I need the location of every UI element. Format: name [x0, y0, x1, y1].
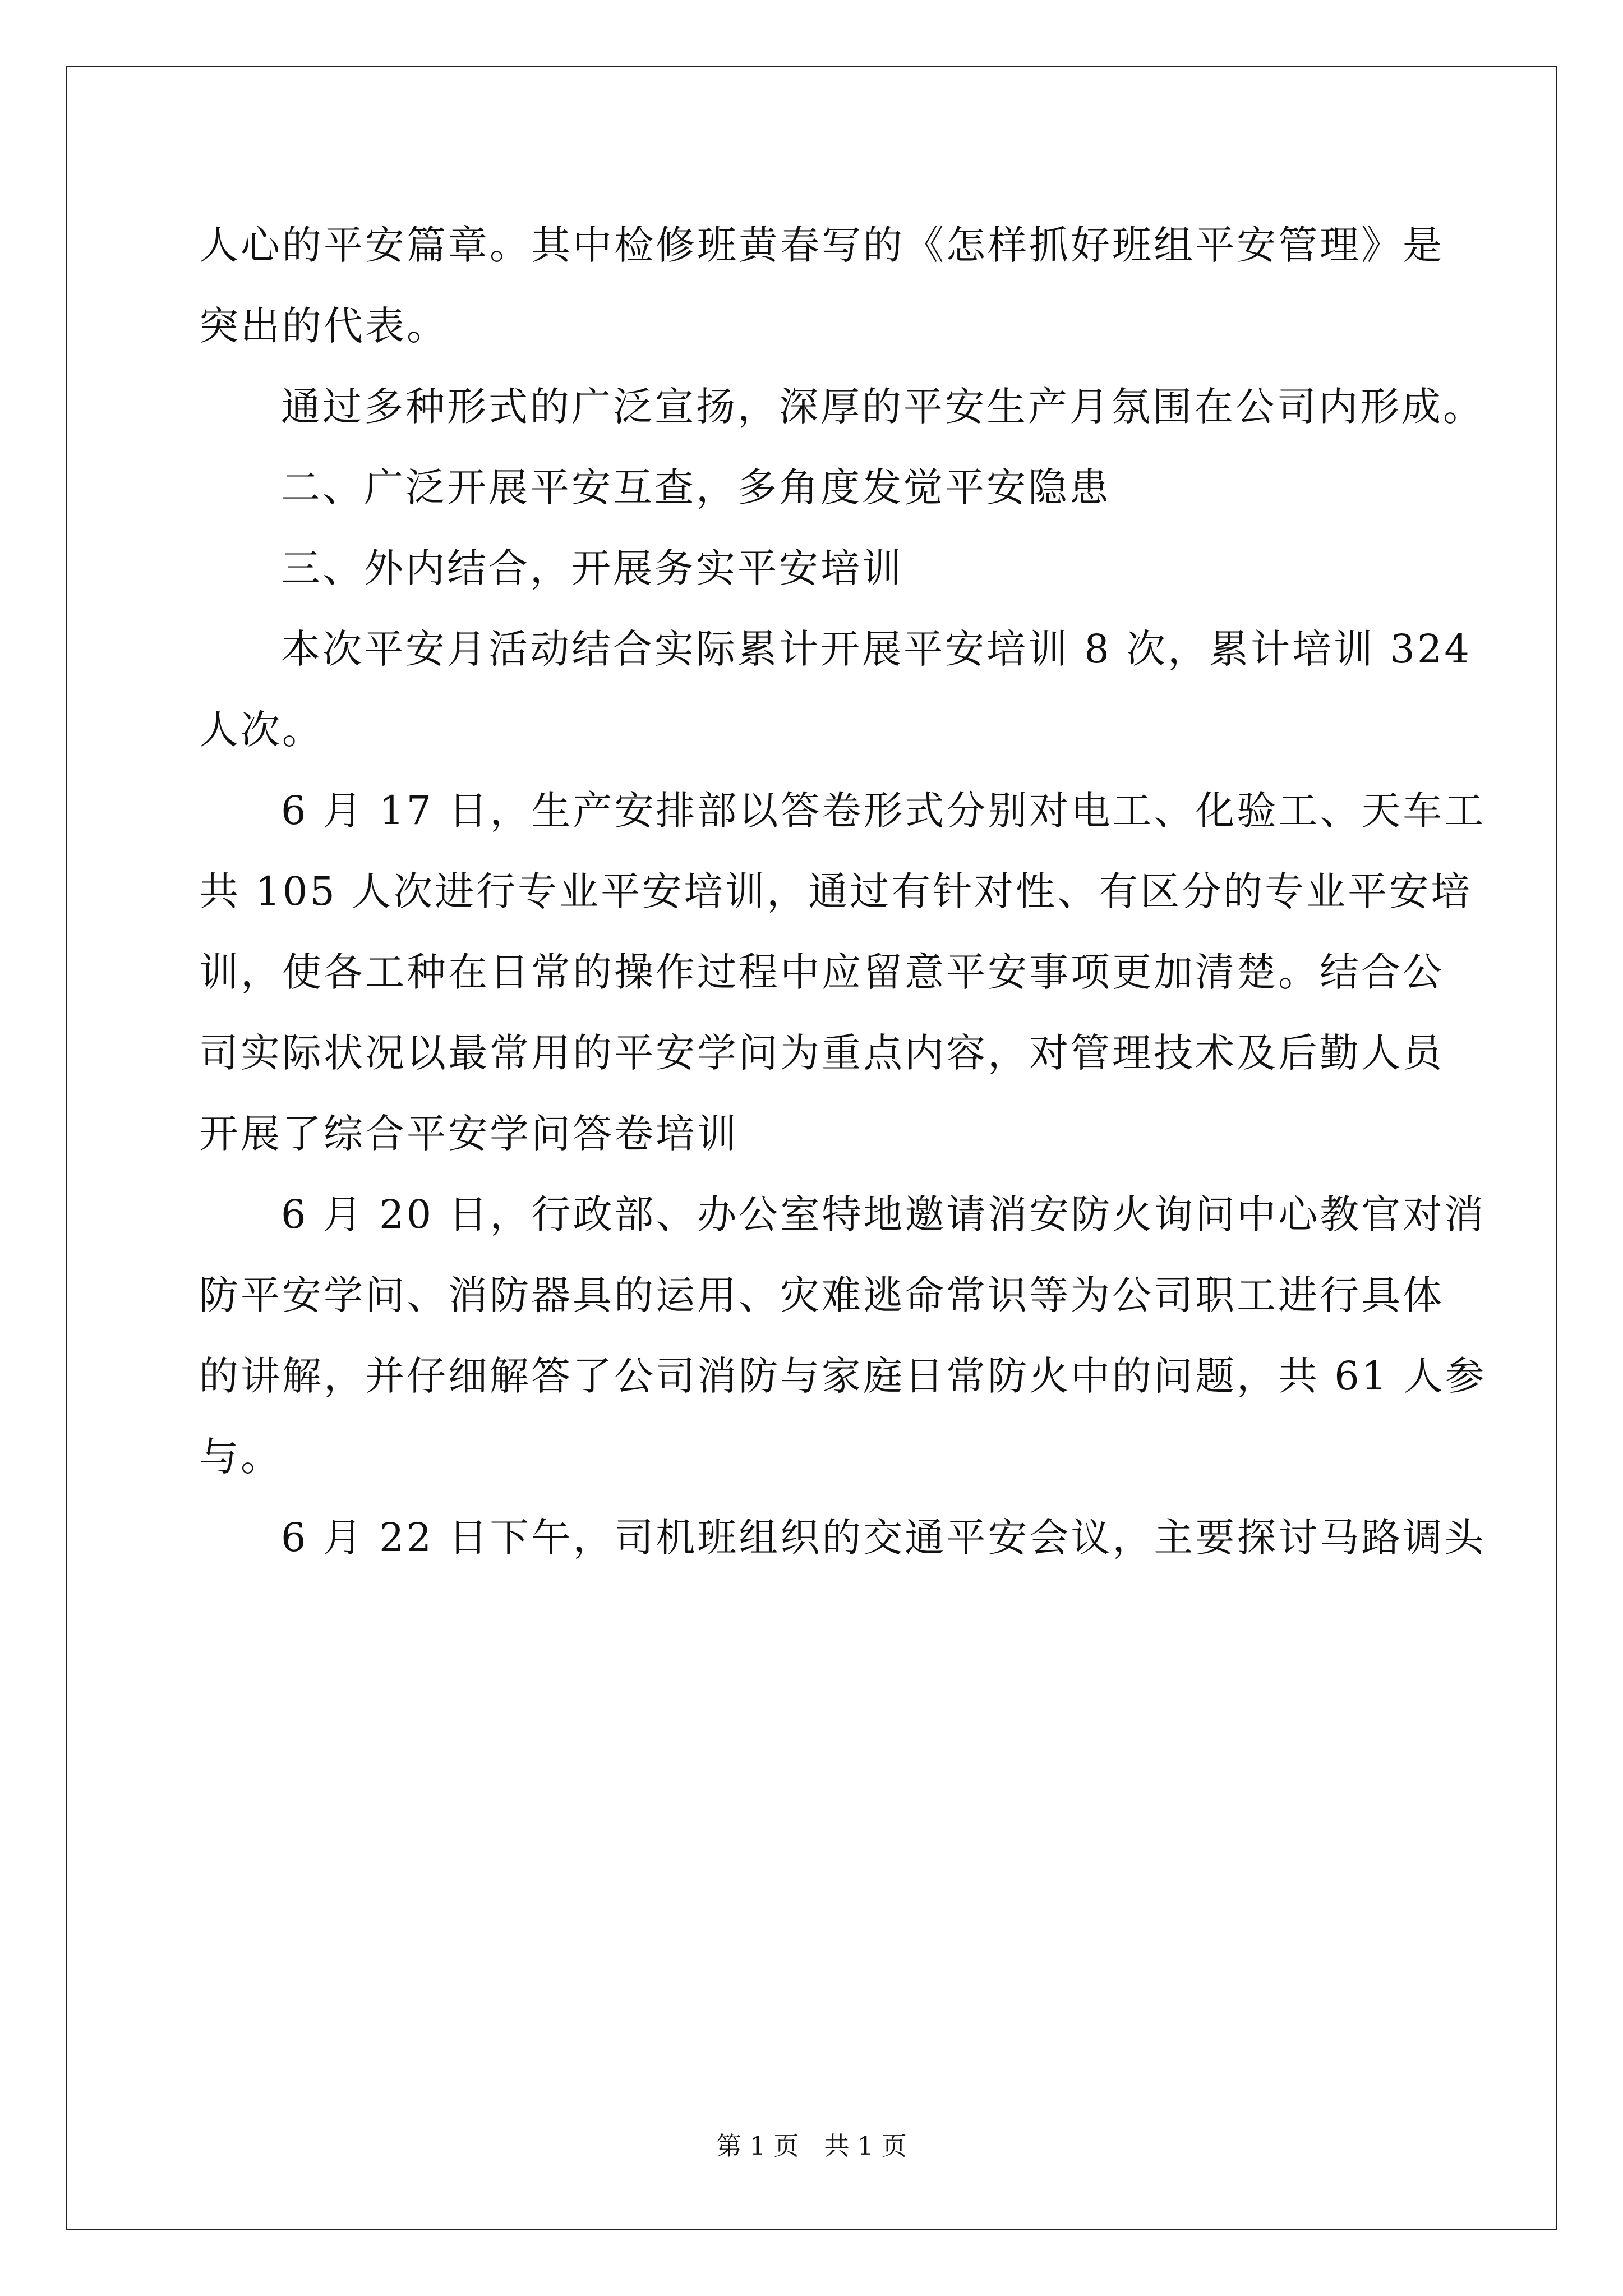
- text-line: 共 105 人次进行专业平安培训，通过有针对性、有区分的专业平安培: [199, 868, 1473, 914]
- text-line: 司实际状况以最常用的平安学问为重点内容，对管理技术及后勤人员: [199, 1030, 1444, 1076]
- text-line: 的讲解，并仔细解答了公司消防与家庭日常防火中的问题，共 61 人参: [199, 1353, 1487, 1399]
- page-footer: [0, 2129, 1623, 2163]
- text-line: 通过多种形式的广泛宣扬，深厚的平安生产月氛围在公司内形成。: [281, 384, 1484, 430]
- document-body: [199, 205, 1487, 1578]
- text-line: 与。: [199, 1434, 282, 1480]
- text-line: 二、广泛开展平安互查，多角度发觉平安隐患: [281, 464, 1111, 510]
- text-line: 突出的代表。: [199, 303, 448, 349]
- page-number: 第 1 页: [716, 2131, 799, 2161]
- text-line: 训，使各工种在日常的操作过程中应留意平安事项更加清楚。结合公: [199, 949, 1444, 995]
- text-line: 防平安学问、消防器具的运用、灾难逃命常识等为公司职工进行具体: [199, 1272, 1444, 1318]
- text-line: 三、外内结合，开展务实平安培训: [281, 545, 903, 591]
- text-line: 人次。: [199, 707, 324, 753]
- text-line: 本次平安月活动结合实际累计开展平安培训 8 次，累计培训 324: [281, 626, 1472, 672]
- text-line: 6 月 17 日，生产安排部以答卷形式分别对电工、化验工、天车工: [281, 788, 1486, 834]
- page-total: 共 1 页: [824, 2131, 907, 2161]
- text-line: 6 月 20 日，行政部、办公室特地邀请消安防火询问中心教官对消: [281, 1191, 1486, 1237]
- text-line: 开展了综合平安学问答卷培训: [199, 1111, 739, 1157]
- text-line: 人心的平安篇章。其中检修班黄春写的《怎样抓好班组平安管理》是: [199, 222, 1444, 268]
- text-line: 6 月 22 日下午，司机班组织的交通平安会议，主要探讨马路调头: [281, 1515, 1486, 1561]
